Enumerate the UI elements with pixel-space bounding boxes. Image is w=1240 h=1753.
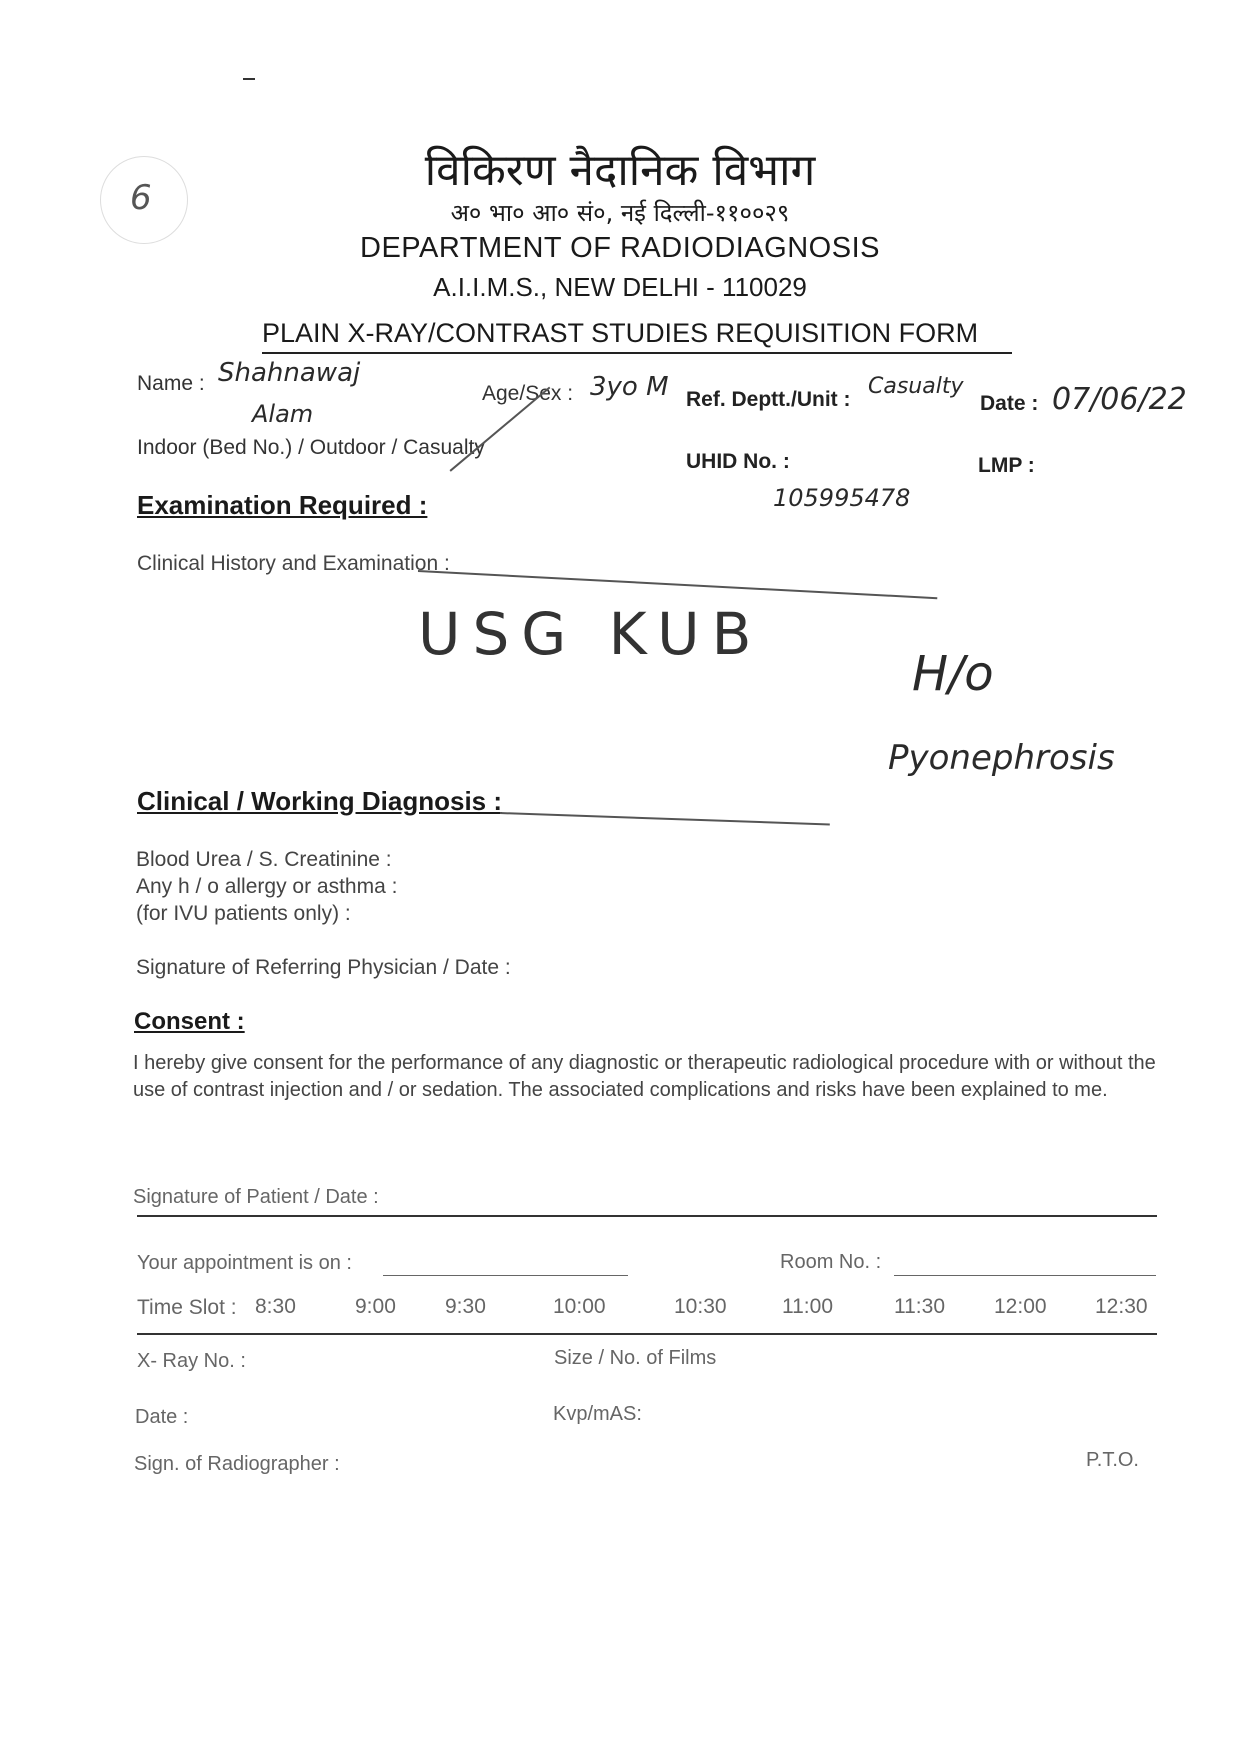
- time-slot-label: Time Slot :: [137, 1296, 237, 1319]
- date-label: Date :: [980, 392, 1039, 415]
- physician-signature-label: Signature of Referring Physician / Date :: [136, 956, 511, 979]
- room-label: Room No. :: [780, 1251, 882, 1273]
- date-value: 07/06/22: [1052, 382, 1187, 417]
- allergy-label: Any h / o allergy or asthma :: [136, 875, 398, 898]
- time-slot-option[interactable]: 12:30: [1095, 1295, 1148, 1318]
- ivu-note: (for IVU patients only) :: [136, 902, 351, 925]
- uhid-value: 105995478: [773, 484, 911, 512]
- appointment-blank: [383, 1275, 628, 1276]
- appointment-label: Your appointment is on :: [137, 1252, 352, 1274]
- history-line: [418, 570, 937, 599]
- radiographer-sign-label: Sign. of Radiographer :: [134, 1453, 340, 1475]
- time-slot-option[interactable]: 11:30: [894, 1295, 945, 1318]
- handwritten-diagnosis: Pyonephrosis: [888, 738, 1115, 778]
- size-films-label: Size / No. of Films: [554, 1347, 717, 1369]
- kvp-label: Kvp/mAS:: [553, 1403, 642, 1425]
- department-name: DEPARTMENT OF RADIODIAGNOSIS: [360, 232, 880, 264]
- top-mark: [243, 78, 255, 80]
- ref-dept-label: Ref. Deptt./Unit :: [686, 388, 851, 411]
- blood-urea-label: Blood Urea / S. Creatinine :: [136, 848, 392, 871]
- institute-address: A.I.I.M.S., NEW DELHI - 110029: [433, 272, 807, 302]
- lmp-label: LMP :: [978, 454, 1035, 477]
- time-slot-option[interactable]: 11:00: [782, 1295, 833, 1318]
- consent-text: I hereby give consent for the performance of any diagnostic or therapeutic radiological procedure with or without the use of contrast injection and / or sedation. The associated complications and risks have been explained to me.: [133, 1052, 1156, 1101]
- name-label: Name :: [137, 372, 205, 395]
- form-title-underline: [262, 352, 1012, 354]
- room-blank: [894, 1275, 1156, 1276]
- time-slot-option[interactable]: 9:30: [445, 1295, 486, 1318]
- time-slot-option[interactable]: 8:30: [255, 1295, 296, 1318]
- time-slot-option[interactable]: 12:00: [994, 1295, 1047, 1318]
- page-mark-number: 6: [130, 178, 152, 218]
- time-slot-option[interactable]: 9:00: [355, 1295, 396, 1318]
- ref-dept-value: Casualty: [868, 374, 964, 399]
- time-slot-line: [137, 1333, 1157, 1335]
- time-slot-option[interactable]: 10:00: [553, 1295, 606, 1318]
- handwritten-exam: USG KUB: [418, 600, 764, 668]
- indoor-outdoor-label: Indoor (Bed No.) / Outdoor / Casualty: [137, 436, 485, 459]
- examination-heading: Examination Required :: [137, 490, 428, 520]
- diagnosis-heading: Clinical / Working Diagnosis :: [137, 786, 503, 816]
- age-sex-value: 3yo M: [590, 372, 669, 402]
- age-sex-label: Age/Sex :: [482, 382, 574, 405]
- pto-label: P.T.O.: [1086, 1449, 1139, 1471]
- diagnosis-line: [500, 812, 830, 825]
- patient-signature-label: Signature of Patient / Date :: [133, 1186, 379, 1208]
- form-title: PLAIN X-RAY/CONTRAST STUDIES REQUISITION FORM: [262, 318, 979, 348]
- patient-signature-line: [137, 1215, 1157, 1217]
- date-radiography-label: Date :: [135, 1406, 189, 1428]
- uhid-label: UHID No. :: [686, 450, 790, 473]
- subtitle-hindi: अ० भा० आ० सं०, नई दिल्ली-११००२९: [450, 199, 790, 227]
- time-slot-option[interactable]: 10:30: [674, 1295, 727, 1318]
- clinical-history-label: Clinical History and Examination :: [137, 552, 450, 575]
- handwritten-history: H/o: [912, 646, 994, 702]
- title-hindi: विकिरण नैदानिक विभाग: [424, 145, 816, 196]
- consent-heading: Consent :: [134, 1008, 245, 1035]
- xray-no-label: X- Ray No. :: [137, 1350, 246, 1372]
- name-value-line2: Alam: [252, 400, 314, 428]
- name-value-line1: Shahnawaj: [218, 358, 361, 388]
